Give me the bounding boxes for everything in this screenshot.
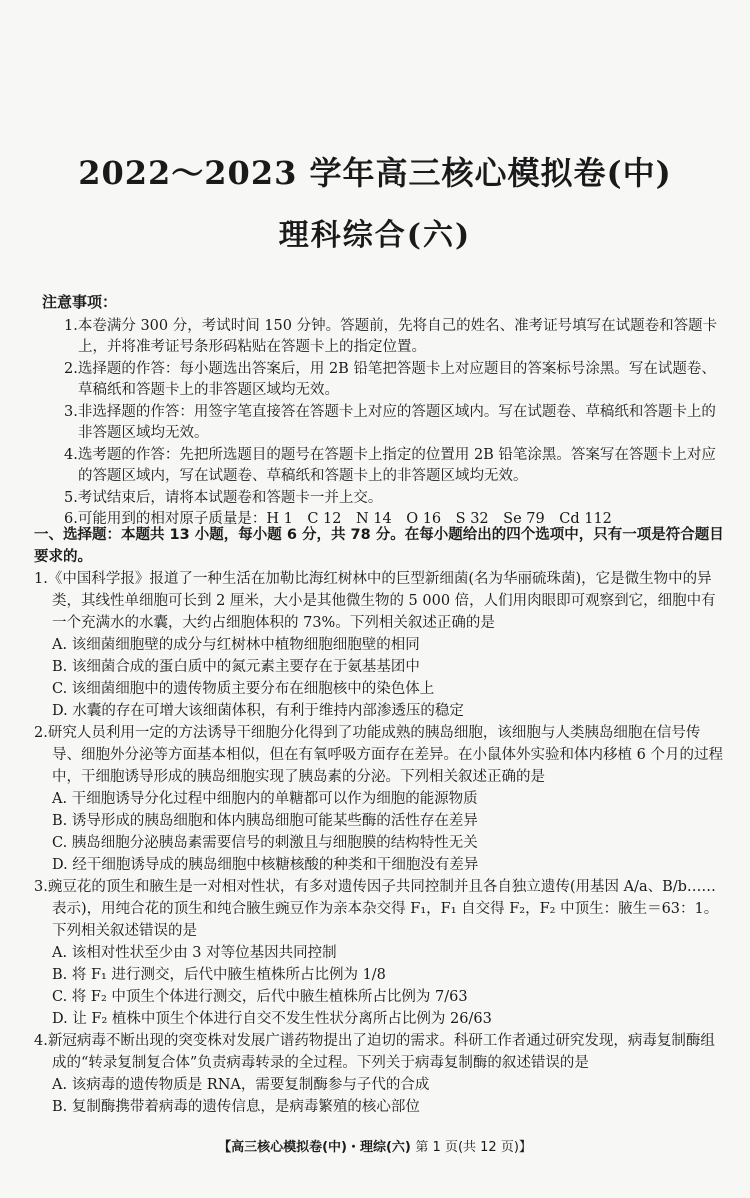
page-footer [0, 1136, 750, 1155]
option-b: B. 将 F₁ 进行测交，后代中腋生植株所占比例为 1/8 [52, 967, 386, 983]
option-b: B. 复制酶携带着病毒的遗传信息，是病毒繁殖的核心部位 [52, 1099, 420, 1115]
question-stem: 1.《中国科学报》报道了一种生活在加勒比海红树林中的巨型新细菌(名为华丽硫珠菌)，它是微生物中的异类，其线性单细胞可长到 2 厘米，大小是其他微生物的 5 000 倍，人们用肉眼即可观察到它，细胞中有一个充满水的水囊，大约占细胞体积的 73%。下列相关叙述正确的是 [34, 571, 716, 631]
page-subtitle: 理科综合(六) [278, 218, 472, 253]
notice-item: 2.选择题的作答：每小题选出答案后，用 2B 铅笔把答题卡上对应题目的答案标号涂黑。写在试题卷、草稿纸和答题卡上的非答题区域均无效。 [64, 360, 716, 398]
option-a: A. 该细菌细胞壁的成分与红树林中植物细胞细胞壁的相同 [52, 637, 420, 653]
question-stem: 2.研究人员利用一定的方法诱导干细胞分化得到了功能成熟的胰岛细胞，该细胞与人类胰岛细胞在信号传导、细胞外分泌等方面基本相似，但在有氧呼吸方面存在差异。在小鼠体外实验和体内移植 6 个月的过程中，干细胞诱导形成的胰岛细胞实现了胰岛素的分泌。下列相关叙述正确的是 [34, 725, 723, 785]
option-c: C. 胰岛细胞分泌胰岛素需要信号的刺激且与细胞膜的结构特性无关 [52, 835, 478, 851]
question-3 [34, 876, 728, 1030]
option-b: B. 该细菌合成的蛋白质中的氮元素主要存在于氨基基团中 [52, 659, 420, 675]
option-d: D. 让 F₂ 植株中顶生个体进行自交不发生性状分离所占比例为 26/63 [52, 1011, 492, 1027]
question-1 [34, 568, 728, 722]
option-a: A. 该相对性状至少由 3 对等位基因共同控制 [52, 945, 337, 961]
option-d: D. 经干细胞诱导成的胰岛细胞中核糖核酸的种类和干细胞没有差异 [52, 857, 479, 873]
question-stem: 4.新冠病毒不断出现的突变株对发展广谱药物提出了迫切的需求。科研工作者通过研究发现，病毒复制酶组成的“转录复制复合体”负责病毒转录的全过程。下列关于病毒复制酶的叙述错误的是 [34, 1033, 715, 1071]
option-c: C. 将 F₂ 中顶生个体进行测交，后代中腋生植株所占比例为 7/63 [52, 989, 468, 1005]
notice-item: 4.选考题的作答：先把所选题目的题号在答题卡上指定的位置用 2B 铅笔涂黑。答案写在答题卡上对应的答题区域内，写在试题卷、草稿纸和答题卡上的非答题区域均无效。 [64, 446, 716, 484]
question-4 [34, 1030, 728, 1118]
question-list [34, 568, 728, 1118]
page-title: 2022～2023 学年高三核心模拟卷(中) [78, 154, 672, 192]
notice-block [42, 292, 726, 531]
footer-page-number: 第 1 页(共 12 页)】 [415, 1140, 532, 1155]
notice-item: 5.考试结束后，请将本试题卷和答题卡一并上交。 [64, 489, 383, 506]
notice-item: 6.可能用到的相对原子质量是：H 1 C 12 N 14 O 16 S 32 Se 79 Cd 112 [64, 511, 612, 527]
option-b: B. 诱导形成的胰岛细胞和体内胰岛细胞可能某些酶的活性存在差异 [52, 813, 478, 829]
option-d: D. 水囊的存在可增大该细菌体积，有利于维持内部渗透压的稳定 [52, 703, 464, 719]
question-stem: 3.豌豆花的顶生和腋生是一对相对性状，有多对遗传因子共同控制并且各自独立遗传(用基因 A/a、B/b……表示)，用纯合花的顶生和纯合腋生豌豆作为亲本杂交得 F₁，F₁ 自交得 F₂，F₂ 中顶生：腋生＝63：1。下列相关叙述错误的是 [34, 879, 719, 939]
question-2 [34, 722, 728, 876]
option-a: A. 干细胞诱导分化过程中细胞内的单糖都可以作为细胞的能源物质 [52, 791, 478, 807]
section-heading: 一、选择题：本题共 13 小题，每小题 6 分，共 78 分。在每小题给出的四个选项中，只有一项是符合题目要求的。 [34, 527, 724, 565]
notice-heading: 注意事项： [42, 293, 118, 311]
notice-item: 1.本卷满分 300 分，考试时间 150 分钟。答题前，先将自己的姓名、准考证号填写在试题卷和答题卡上，并将准考证号条形码粘贴在答题卡上的指定位置。 [64, 317, 718, 355]
notice-item: 3.非选择题的作答：用签字笔直接答在答题卡上对应的答题区域内。写在试题卷、草稿纸和答题卡上的非答题区域均无效。 [64, 403, 716, 441]
option-c: C. 该细菌细胞中的遗传物质主要分布在细胞核中的染色体上 [52, 681, 435, 697]
footer-series: 【高三核心模拟卷(中)・理综(六) [218, 1140, 411, 1155]
option-a: A. 该病毒的遗传物质是 RNA，需要复制酶参与子代的合成 [52, 1077, 430, 1093]
